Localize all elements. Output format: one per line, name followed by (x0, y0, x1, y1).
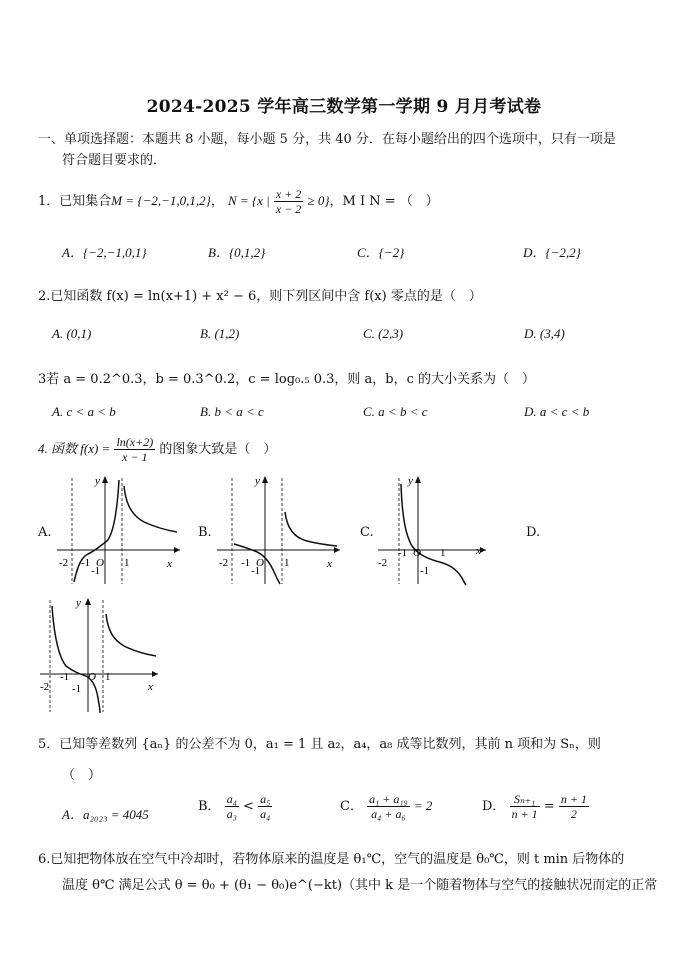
q3-option-c[interactable]: C. a < b < c (363, 404, 428, 419)
x-axis-label: x (327, 558, 332, 570)
tick-label-y-minus-1: -1 (91, 565, 101, 577)
q5-option-b[interactable] (198, 792, 272, 821)
q5-b-relation: < (243, 799, 254, 814)
q1-fraction-numerator: x + 2 (275, 187, 302, 201)
q5-option-d-label: D． (482, 799, 506, 814)
question-2-stem: 2.已知函数 f(x) = ln(x+1) + x² − 6，则下列区间中含 f(x) 零点的是（ ） (38, 289, 482, 304)
q5-b-den-1: a₃ (226, 807, 237, 821)
q4-option-c-label[interactable]: C. (360, 525, 374, 540)
question-6-stem-line-1: 6.已知把物体放在空气中冷却时，若物体原来的温度是 θ₁℃，空气的温度是 θ₀℃，则 t min 后物体的 (38, 852, 625, 867)
tick-label-minus-2: -2 (219, 557, 229, 569)
q5-d-num-1: Sₙ₊₁ (510, 792, 540, 807)
q1-option-c[interactable]: C．{−2} (357, 245, 405, 260)
x-axis-arrow-icon (152, 671, 158, 677)
q1-option-a[interactable]: A．{−2,−1,0,1} (62, 245, 147, 260)
q5-c-fraction (367, 792, 410, 821)
x-axis-arrow-icon (480, 547, 486, 553)
tick-label-y-minus-1: -1 (420, 565, 430, 577)
tick-label-minus-1: -1 (60, 671, 70, 683)
q2-option-d[interactable]: D. (3,4) (524, 326, 565, 341)
q4-option-d-label[interactable]: D. (526, 525, 541, 540)
q3-option-a[interactable]: A. c < a < b (52, 404, 116, 419)
q4-fraction-numerator: ln(x+2) (116, 435, 154, 449)
tick-label-1: 1 (284, 557, 290, 569)
y-axis-label: y (76, 597, 81, 609)
q5-blank: （ ） (62, 768, 102, 783)
q5-option-c[interactable] (340, 792, 432, 821)
question-5-stem: 5．已知等差数列 {aₙ} 的公差不为 0，a₁ = 1 且 a₂，a₄，a₈ 成等比数列，其前 n 项和为 Sₙ，则 (38, 737, 601, 752)
q1-set-m: M = {−2,−1,0,1,2} (111, 193, 211, 208)
tick-label-minus-2: -2 (378, 557, 388, 569)
tick-label-minus-1: -1 (398, 547, 408, 559)
q2-option-c[interactable]: C. (2,3) (363, 326, 404, 341)
x-axis-label: x (148, 681, 153, 693)
q1-set-n-rhs: ≥ 0} (307, 193, 330, 208)
q4-graph-c[interactable] (376, 474, 491, 586)
q5-b-den-2: a₄ (260, 807, 271, 821)
q1-ask: ，M I N = （ ） (329, 194, 439, 209)
q5-d-fraction-2 (559, 792, 589, 821)
curve-left (52, 606, 100, 713)
q5-d-den-1: n + 1 (511, 807, 538, 821)
y-axis-arrow-icon (415, 476, 421, 483)
q5-c-num: a₁ + a₁₉ (369, 792, 408, 806)
y-axis-label: y (408, 475, 413, 487)
section-heading: 一、单项选择题：本题共 8 小题，每小题 5 分，共 40 分．在每小题给出的四个选项中，只有一项是 (38, 132, 616, 147)
y-axis-label: y (255, 475, 260, 487)
q4-graph-a[interactable] (55, 474, 185, 586)
y-axis-arrow-icon (102, 476, 108, 483)
q5-c-den: a₄ + a₆ (371, 807, 406, 821)
q1-option-d[interactable]: D．{−2,2} (523, 245, 581, 260)
q1-set-n-lhs: N = {x | (227, 193, 270, 208)
y-axis-label: y (95, 475, 100, 487)
tick-label-minus-1: -1 (241, 557, 251, 569)
tick-label-minus-2: -2 (40, 681, 50, 693)
q4-fraction-denominator: x − 1 (122, 450, 148, 464)
q5-option-a[interactable]: A．a₂₀₂₃ = 4045 (62, 807, 149, 822)
q4-option-a-label[interactable]: A. (38, 525, 52, 540)
q5-option-c-label: C． (340, 799, 363, 814)
q5-option-d[interactable] (482, 792, 589, 821)
q5-d-den-2: 2 (570, 807, 577, 821)
q5-b-num-1: a₄ (226, 792, 237, 806)
q5-b-fraction-2 (258, 792, 272, 821)
curve (401, 484, 466, 585)
x-axis-label: x (476, 545, 481, 557)
q3-option-b[interactable]: B. b < a < c (200, 404, 264, 419)
q4-suffix: 的图象大致是（ ） (159, 442, 277, 457)
x-axis-label: x (167, 558, 172, 570)
tick-label-1: 1 (105, 671, 111, 683)
q2-option-b[interactable]: B. (1,2) (200, 326, 240, 341)
y-axis-arrow-icon (85, 598, 91, 605)
curve-right (285, 512, 337, 546)
tick-label-y-minus-1: -1 (72, 683, 82, 695)
x-axis-arrow-icon (174, 547, 180, 553)
q4-graph-d[interactable] (38, 594, 163, 716)
tick-label-minus-2: -2 (59, 557, 69, 569)
q1-set-n-fraction (274, 187, 303, 216)
page-title: 2024-2025 学年高三数学第一学期 9 月月考试卷 (146, 97, 542, 117)
question-4-stem (38, 434, 276, 465)
q3-option-d[interactable]: D. a < c < b (524, 404, 590, 419)
tick-label-y-minus-1: -1 (251, 565, 261, 577)
q4-graph-b[interactable] (215, 474, 345, 586)
tick-label-1: 1 (124, 557, 130, 569)
q5-d-num-2: n + 1 (560, 792, 587, 806)
q1-prefix: 1．已知集合 (38, 194, 112, 209)
tick-label-minus-1: -1 (81, 557, 91, 569)
question-6-stem-line-2: 温度 θ℃ 满足公式 θ = θ₀ + (θ₁ − θ₀)e^(−kt)（其中 k 是一个随着物体与空气的接触状况而定的正常 (62, 878, 658, 893)
q5-option-b-label: B． (198, 799, 221, 814)
origin-label: O (96, 557, 104, 569)
question-3-stem: 3若 a = 0.2^0.3，b = 0.3^0.2，c = log₀.₅ 0.3，则 a，b，c 的大小关系为（ ） (38, 372, 535, 387)
q4-option-b-label[interactable]: B. (198, 525, 212, 540)
q4-prefix: 4. 函数 f(x) = (38, 441, 111, 456)
question-1-stem (38, 186, 439, 217)
curve-right (124, 486, 177, 532)
q1-sep: ， (210, 194, 224, 209)
q5-b-fraction-1 (225, 792, 239, 821)
q5-b-num-2: a₅ (260, 792, 271, 806)
q5-d-fraction-1 (510, 792, 540, 821)
q5-d-relation: = (543, 799, 555, 814)
origin-label: O (413, 547, 421, 559)
q4-fraction (114, 435, 155, 464)
q2-option-a[interactable]: A. (0,1) (52, 326, 92, 341)
tick-label-1: 1 (440, 547, 446, 559)
x-axis-arrow-icon (334, 547, 340, 553)
q1-option-b[interactable]: B．{0,1,2} (208, 245, 266, 260)
curve-right (106, 614, 156, 656)
section-heading-cont: 符合题目要求的． (62, 153, 167, 168)
origin-label: O (256, 557, 264, 569)
origin-label: O (88, 671, 96, 683)
q5-c-rhs: = 2 (413, 798, 433, 813)
y-axis-arrow-icon (262, 476, 268, 483)
q1-fraction-denominator: x − 2 (275, 202, 302, 216)
